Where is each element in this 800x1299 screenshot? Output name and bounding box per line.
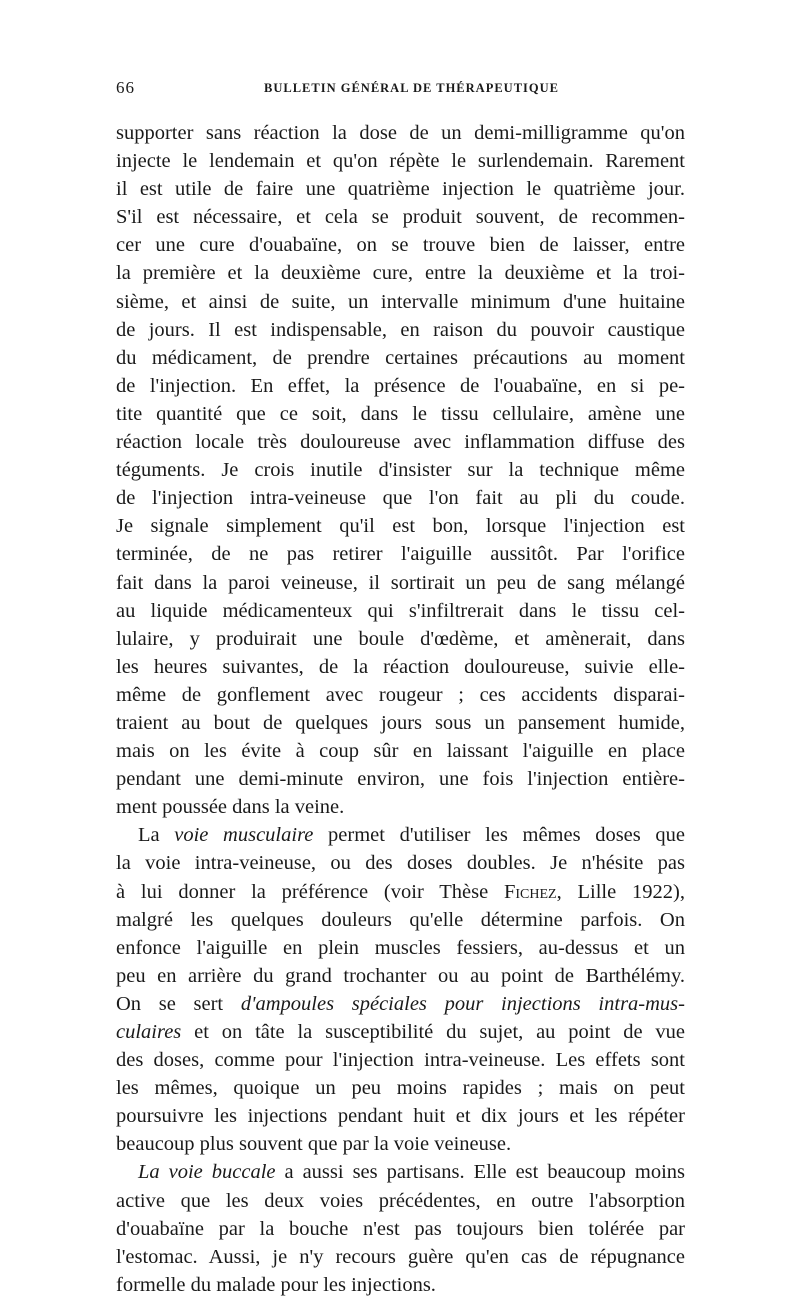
text-line: l'estomac. Aussi, je n'y recours guère qu'en cas de répugnance (116, 1245, 685, 1268)
text-line: mais on les évite à coup sûr en laissant l'aiguille en place (116, 740, 685, 763)
text-line: téguments. Je crois inutile d'insister sur la technique même (116, 459, 685, 482)
text-line (116, 1158, 685, 1186)
text-line: lulaire, y produirait une boule d'œdème, et amènerait, dans (116, 627, 685, 650)
text-line: supporter sans réaction la dose de un demi-milligramme qu'on (116, 122, 685, 144)
text-line: formelle du malade pour les injections. (116, 1273, 436, 1296)
text-line (116, 990, 685, 1018)
text-run: , Lille 1922), (556, 880, 685, 903)
running-head: BULLETIN GÉNÉRAL DE THÉRAPEUTIQUE (264, 81, 559, 95)
text-line: tite quantité que ce soit, dans le tissu cellulaire, amène une (116, 402, 685, 425)
text-line: de jours. Il est indispensable, en raison du pouvoir caustique (116, 318, 685, 341)
text-line: terminée, de ne pas retirer l'aiguille aussitôt. Par l'orifice (116, 543, 685, 566)
text-line: les mêmes, quoique un peu moins rapides ; mais on peut (116, 1077, 685, 1100)
text-line: pendant une demi-minute environ, une fois l'injection entière- (116, 768, 685, 791)
text-line: réaction locale très douloureuse avec inflammation diffuse des (116, 431, 685, 454)
text-line: cer une cure d'ouabaïne, on se trouve bien de laisser, entre (116, 234, 685, 257)
text-line: S'il est nécessaire, et cela se produit souvent, de recommen- (116, 206, 685, 229)
text-line: traient au bout de quelques jours sous un pansement humide, (116, 711, 685, 734)
text-run: a aussi ses partisans. Elle est beaucoup moins (275, 1161, 685, 1184)
italic-text: d'ampoules spéciales pour injections intra-mus- (240, 992, 685, 1015)
text-line: sième, et ainsi de suite, un intervalle minimum d'une huitaine (116, 290, 685, 313)
text-run: La (138, 824, 175, 847)
text-run: à lui donner la préférence (voir Thèse (116, 880, 504, 903)
text-line: poursuivre les injections pendant huit et dix jours et les répéter (116, 1105, 685, 1128)
text-line: il est utile de faire une quatrième injection le quatrième jour. (116, 178, 685, 201)
text-line: des doses, comme pour l'injection intra-veineuse. Les effets sont (116, 1049, 685, 1072)
text-line: la première et la deuxième cure, entre la deuxième et la troi- (116, 262, 685, 285)
text-line: même de gonflement avec rougeur ; ces accidents disparai- (116, 683, 685, 706)
italic-text: voie musculaire (174, 824, 314, 847)
text-line (116, 878, 685, 906)
text-line: injecte le lendemain et qu'on répète le surlendemain. Rarement (116, 150, 685, 173)
text-line: Je signale simplement qu'il est bon, lorsque l'injection est (116, 515, 685, 538)
text-line: les heures suivantes, de la réaction douloureuse, suivie elle- (116, 655, 685, 678)
text-line: de l'injection. En effet, la présence de l'ouabaïne, en si pe- (116, 374, 685, 397)
italic-text: culaires (116, 1021, 182, 1043)
text-line: ment poussée dans la veine. (116, 796, 345, 819)
text-line: du médicament, de prendre certaines précautions au moment (116, 346, 685, 369)
text-line: d'ouabaïne par la bouche n'est pas toujours bien tolérée par (116, 1217, 685, 1240)
text-run: On se sert (116, 992, 241, 1015)
text-line: enfonce l'aiguille en plein muscles fessiers, au-dessus et un (116, 936, 685, 959)
text-run: et on tâte la susceptibilité du sujet, au point de vue (181, 1021, 685, 1043)
body-text (116, 119, 685, 1299)
text-line: malgré les quelques douleurs qu'elle détermine parfois. On (116, 908, 685, 931)
small-caps-name: Fichez (503, 880, 557, 903)
text-line: de l'injection intra-veineuse que l'on fait au pli du coude. (116, 487, 685, 510)
text-line: fait dans la paroi veineuse, il sortirait un peu de sang mélangé (116, 571, 685, 594)
page-header (116, 78, 686, 98)
text-line (116, 1018, 685, 1046)
text-line (116, 821, 685, 849)
text-run: permet d'utiliser les mêmes doses que (313, 824, 685, 847)
text-line: beaucoup plus souvent que par la voie veineuse. (116, 1133, 512, 1156)
text-line: active que les deux voies précédentes, en outre l'absorption (116, 1189, 685, 1212)
page-number: 66 (116, 78, 135, 97)
italic-text: La voie buccale (138, 1161, 276, 1184)
text-line: la voie intra-veineuse, ou des doses doubles. Je n'hésite pas (116, 852, 685, 875)
text-line: au liquide médicamenteux qui s'infiltrerait dans le tissu cel- (116, 599, 685, 622)
text-line: peu en arrière du grand trochanter ou au point de Barthélémy. (116, 964, 685, 987)
